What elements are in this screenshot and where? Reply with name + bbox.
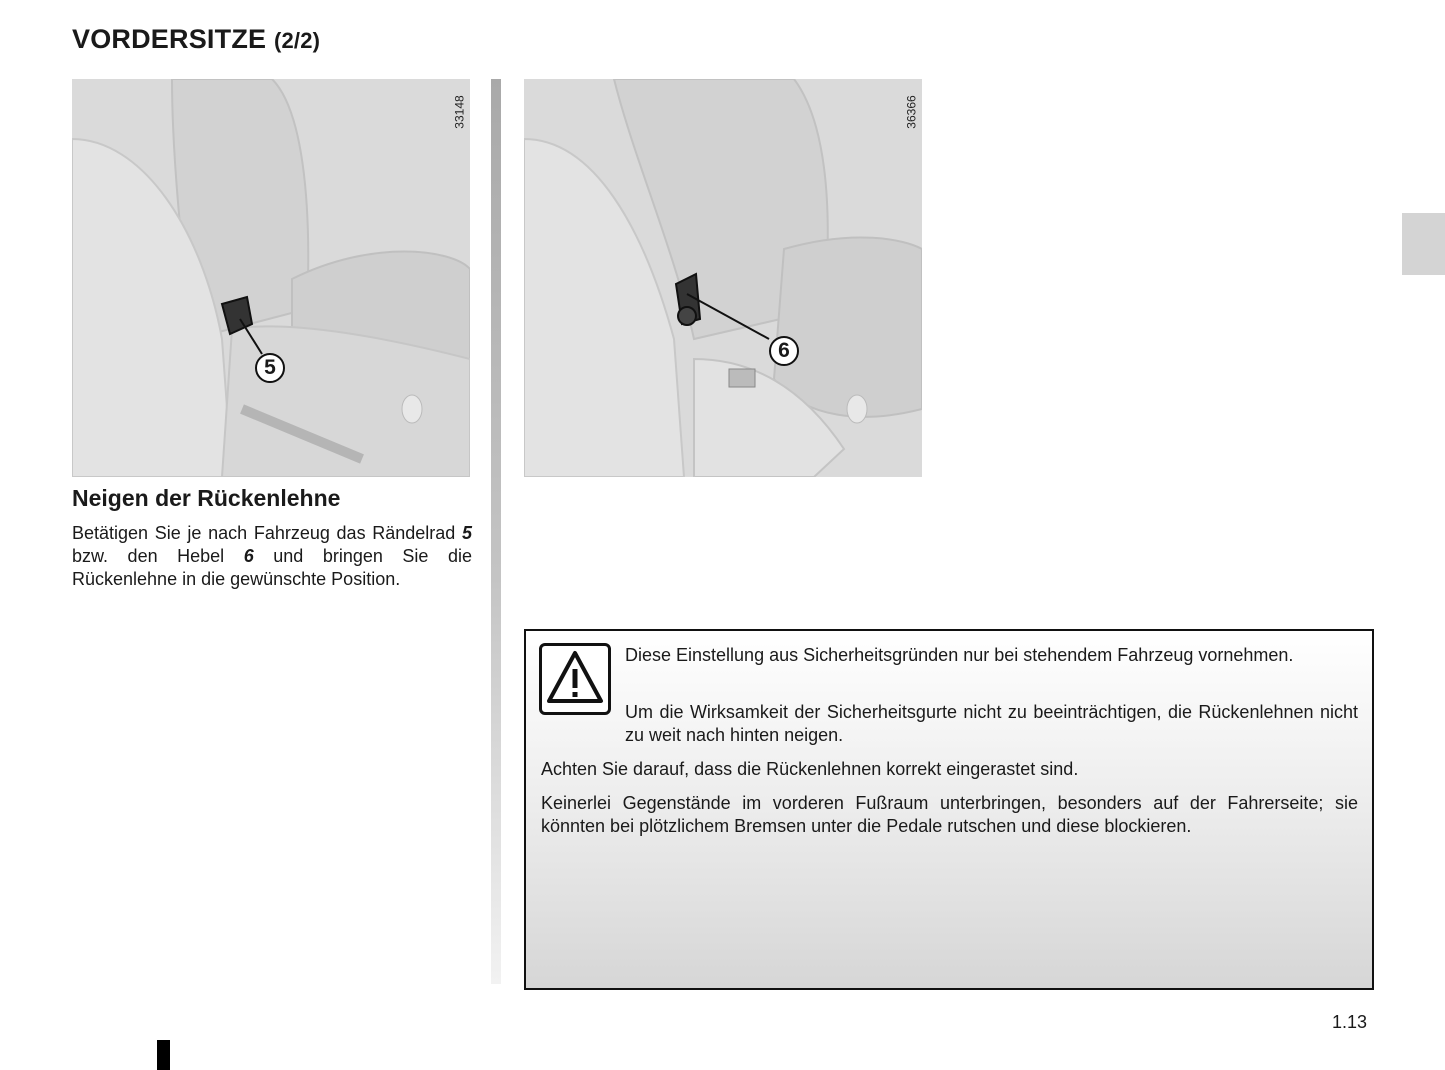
warning-paragraph: Diese Einstellung aus Sicherheitsgründen nur bei stehendem Fahrzeug vornehmen. xyxy=(625,645,1294,665)
figure-code: 36366 xyxy=(904,95,919,129)
page-title xyxy=(72,24,320,55)
text-part-2: bzw. den Hebel xyxy=(72,546,244,566)
seat-illustration-1 xyxy=(72,79,470,477)
warning-box xyxy=(524,629,1374,990)
callout-6: 6 xyxy=(769,336,799,366)
figure-code: 33148 xyxy=(452,95,467,129)
page-title-part: (2/2) xyxy=(273,28,321,53)
section-heading: Neigen der Rückenlehne xyxy=(72,485,341,511)
chapter-tab xyxy=(1402,213,1445,275)
column-divider xyxy=(491,79,501,984)
text-part-3: und bringen Sie die Rückenlehne in die gewünschte Position. xyxy=(72,546,472,589)
page-marker xyxy=(157,1040,170,1070)
warning-paragraph: Um die Wirksamkeit der Sicherheitsgurte nicht zu beeinträchtigen, die Rückenlehnen nicht zu weit nach hinten neigen. xyxy=(625,702,1358,745)
page-number: 1.13 xyxy=(1332,1012,1368,1032)
ref-6: 6 xyxy=(243,546,254,566)
seat-illustration-2 xyxy=(524,79,922,477)
warning-paragraph: Achten Sie darauf, dass die Rückenlehnen korrekt eingerastet sind. xyxy=(541,759,1079,779)
callout-5: 5 xyxy=(255,353,285,383)
figure-backrest-knob xyxy=(72,79,470,477)
warning-triangle-icon xyxy=(539,643,611,715)
figure-backrest-lever xyxy=(524,79,922,477)
section-text xyxy=(72,522,472,591)
text-part-1: Betätigen Sie je nach Fahrzeug das Rändelrad xyxy=(72,523,462,543)
page-title-main: VORDERSITZE xyxy=(72,24,267,54)
warning-paragraph: Keinerlei Gegenstände im vorderen Fußraum unterbringen, besonders auf der Fahrerseite; sie könnten bei plötzlichem Bremsen unter die Pedale rutschen und diese blockieren. xyxy=(541,793,1358,836)
ref-5: 5 xyxy=(461,523,472,543)
